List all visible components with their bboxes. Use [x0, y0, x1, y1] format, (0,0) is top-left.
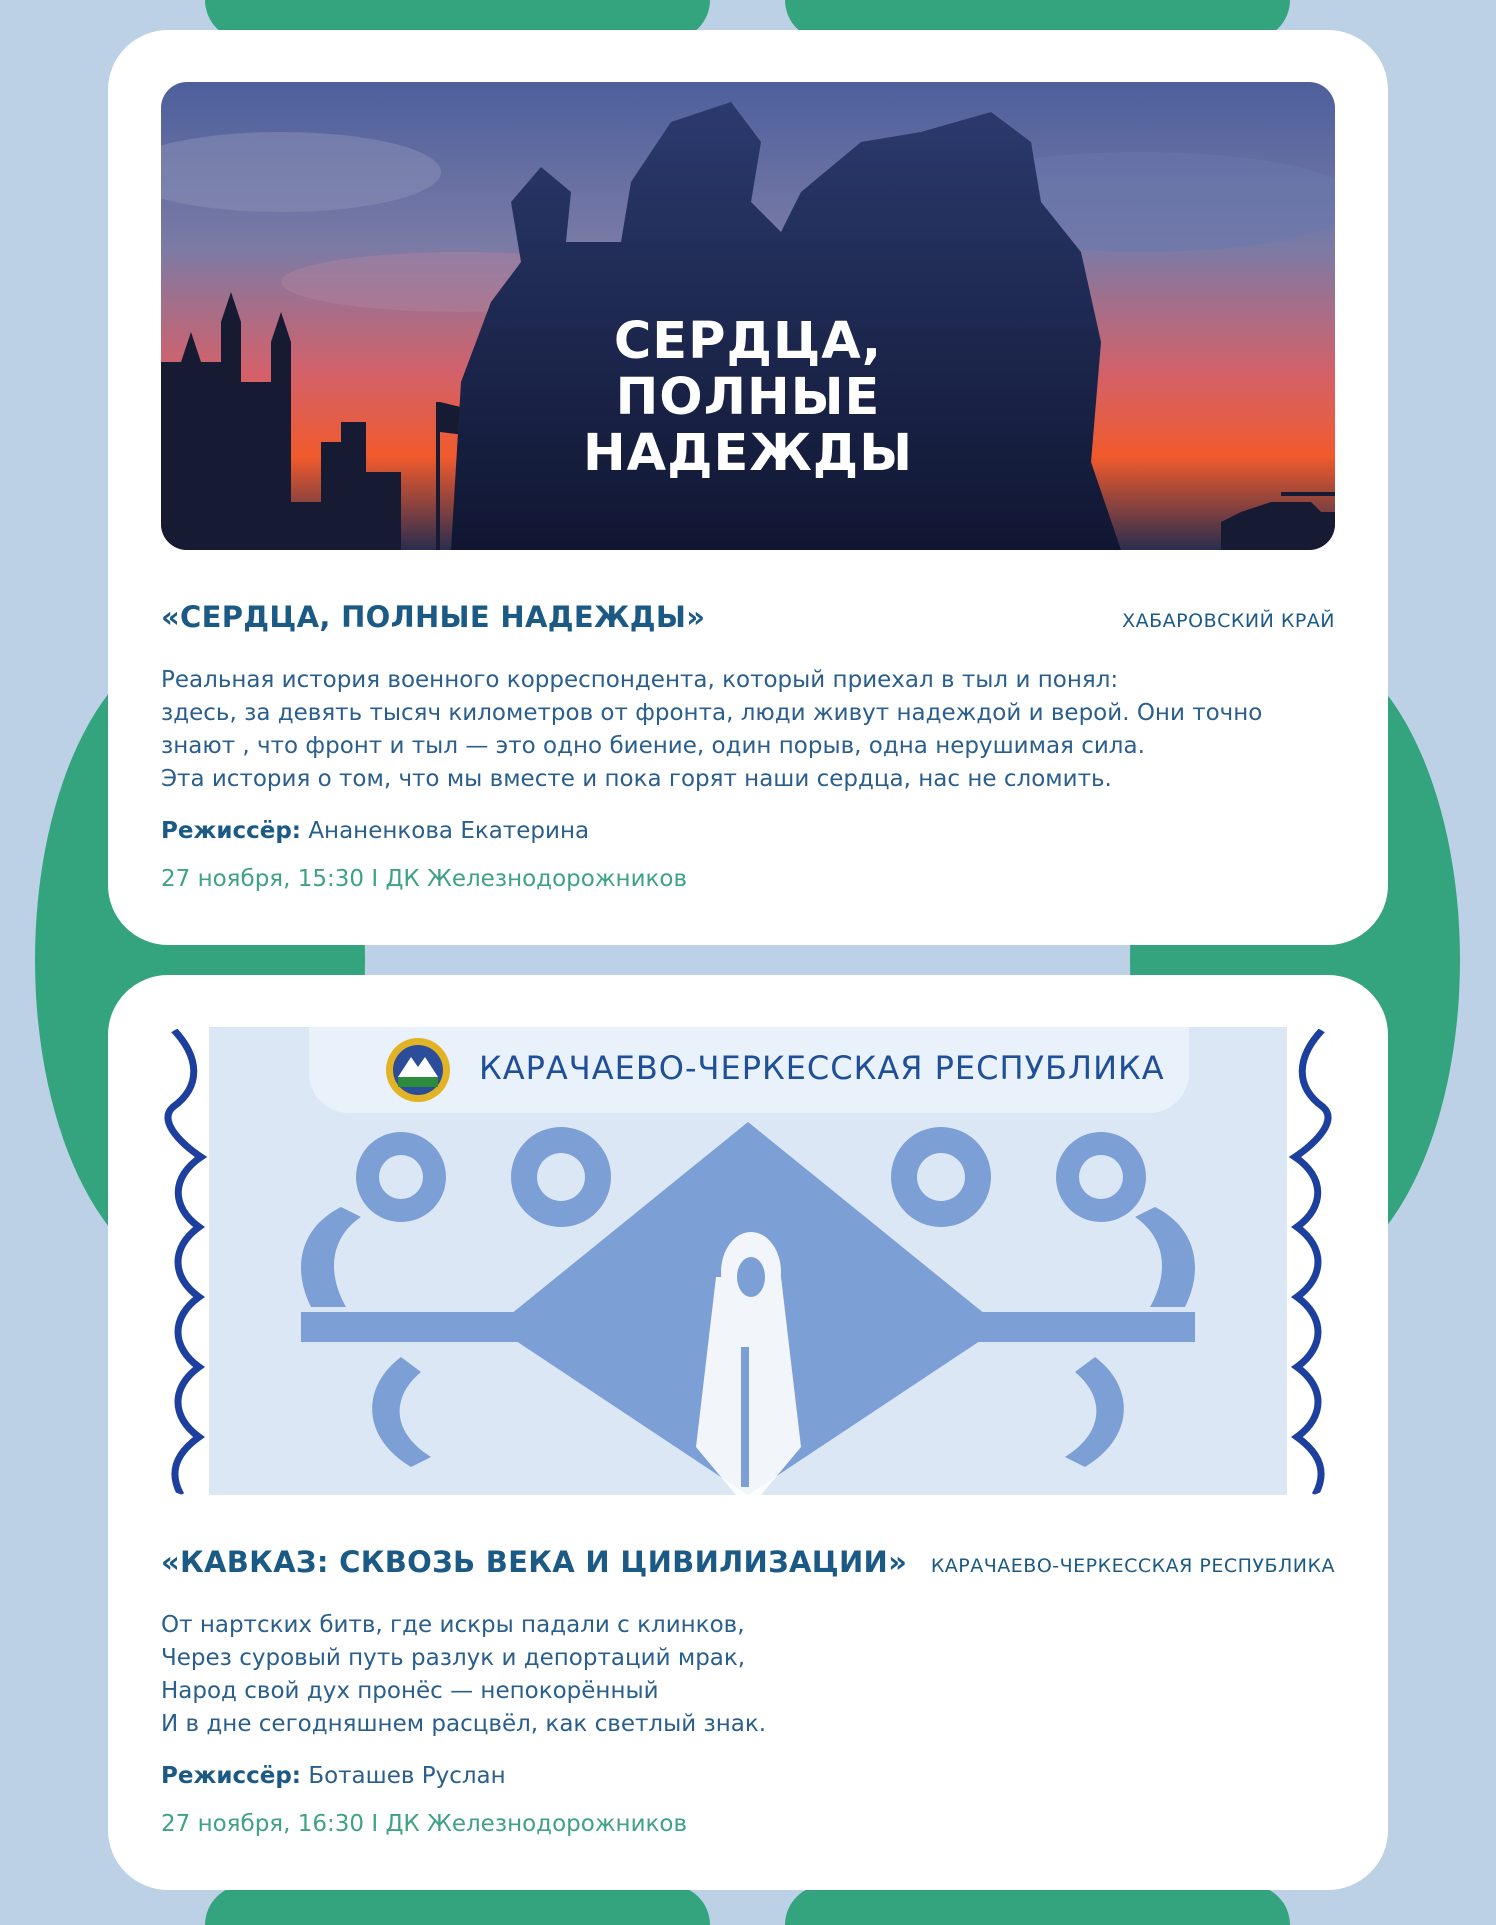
film-description: [161, 1609, 1335, 1741]
description-line: Эта история о том, что мы вместе и пока горят наши сердца, нас не сломить.: [161, 766, 1112, 792]
background-shape-bottom-left: [205, 1885, 710, 1925]
banner-title-line: СЕРДЦА,: [613, 312, 883, 371]
film-card: [108, 975, 1388, 1890]
film-director: [161, 818, 1335, 844]
director-name: Ананенкова Екатерина: [308, 818, 590, 844]
banner-title-line: ПОЛНЫЕ: [615, 368, 881, 427]
description-line: Народ свой дух пронёс — непокорённый: [161, 1678, 659, 1704]
film-director: [161, 1763, 1335, 1789]
description-line: знают , что фронт и тыл — это одно биение, один порыв, одна нерушимая сила.: [161, 733, 1145, 759]
film-title: «СЕРДЦА, ПОЛНЫЕ НАДЕЖДЫ»: [161, 600, 706, 634]
film-title-row: [161, 1545, 1335, 1579]
film-banner-image: [161, 1027, 1335, 1495]
director-name: Боташев Руслан: [308, 1763, 506, 1789]
film-region: ХАБАРОВСКИЙ КРАЙ: [1122, 610, 1335, 632]
background-shape-bottom-right: [785, 1885, 1290, 1925]
banner-region-label: КАРАЧАЕВО-ЧЕРКЕССКАЯ РЕСПУБЛИКА: [479, 1049, 1165, 1087]
film-title: «КАВКАЗ: СКВОЗЬ ВЕКА И ЦИВИЛИЗАЦИИ»: [161, 1545, 908, 1579]
director-label: Режиссёр:: [161, 1763, 301, 1789]
banner-title: [161, 314, 1335, 482]
film-card: [108, 30, 1388, 945]
film-schedule: 27 ноября, 15:30 I ДК Железнодорожников: [161, 866, 688, 892]
description-line: И в дне сегодняшнем расцвёл, как светлый знак.: [161, 1711, 767, 1737]
film-region: КАРАЧАЕВО-ЧЕРКЕССКАЯ РЕСПУБЛИКА: [930, 1555, 1335, 1577]
director-label: Режиссёр:: [161, 818, 301, 844]
description-line: Через суровый путь разлук и депортаций мрак,: [161, 1645, 746, 1671]
banner-title-line: НАДЕЖДЫ: [582, 424, 914, 483]
film-description: [161, 664, 1335, 796]
description-line: Реальная история военного корреспондента, который приехал в тыл и понял:: [161, 667, 1119, 693]
film-schedule: 27 ноября, 16:30 I ДК Железнодорожников: [161, 1811, 688, 1837]
film-banner-image: [161, 82, 1335, 550]
film-title-row: [161, 600, 1335, 634]
coat-of-arms-icon: [383, 1035, 453, 1105]
description-line: здесь, за девять тысяч километров от фронта, люди живут надеждой и верой. Они точно: [161, 700, 1263, 726]
description-line: От нартских битв, где искры падали с клинков,: [161, 1612, 745, 1638]
